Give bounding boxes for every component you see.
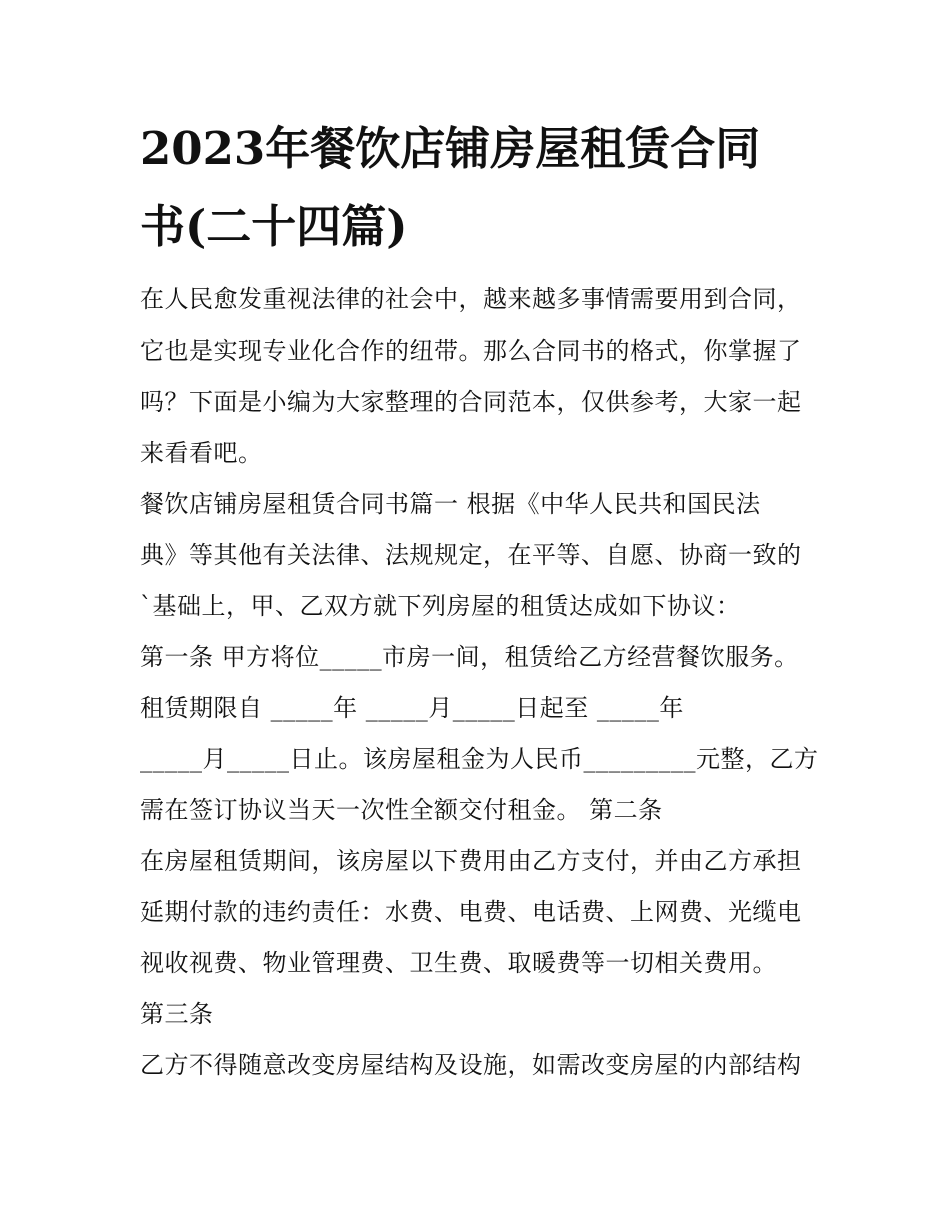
body-text-line: `基础上，甲、乙双方就下列房屋的租赁达成如下协议：	[140, 592, 741, 620]
body-text-line: 在人民愈发重视法律的社会中，越来越多事情需要用到合同，	[140, 285, 802, 313]
article-line: 第一条 甲方将位_____市房一间，租赁给乙方经营餐饮服务。	[140, 643, 799, 671]
body-text-line: 租赁期限自 _____年 _____月_____日起至 _____年	[140, 694, 684, 722]
body-text-line: 吗？下面是小编为大家整理的合同范本，仅供参考，大家一起	[140, 388, 802, 416]
body-text-line: 来看看吧。	[140, 439, 263, 467]
body-text-line: 典》等其他有关法律、法规规定，在平等、自愿、协商一致的	[140, 541, 802, 569]
body-text-line: 它也是实现专业化合作的纽带。那么合同书的格式，你掌握了	[140, 337, 802, 365]
body-text-line: 视收视费、物业管理费、卫生费、取暖费等一切相关费用。	[140, 949, 777, 977]
document-title-line-2: 书(二十四篇)	[140, 200, 408, 253]
section-heading-line: 餐饮店铺房屋租赁合同书篇一 根据《中华人民共和国民法	[140, 490, 761, 518]
body-text-line: 在房屋租赁期间，该房屋以下费用由乙方支付，并由乙方承担	[140, 847, 802, 875]
body-text-line: 乙方不得随意改变房屋结构及设施，如需改变房屋的内部结构	[140, 1051, 802, 1079]
document-title-line-1: 2023年餐饮店铺房屋租赁合同	[140, 122, 761, 175]
body-text-line: 需在签订协议当天一次性全额交付租金。 第二条	[140, 796, 663, 824]
body-text-line: _____月_____日止。该房屋租金为人民币_________元整，乙方	[140, 745, 819, 773]
body-text-line: 延期付款的违约责任：水费、电费、电话费、上网费、光缆电	[140, 898, 802, 926]
article-heading-line: 第三条	[140, 1000, 214, 1028]
